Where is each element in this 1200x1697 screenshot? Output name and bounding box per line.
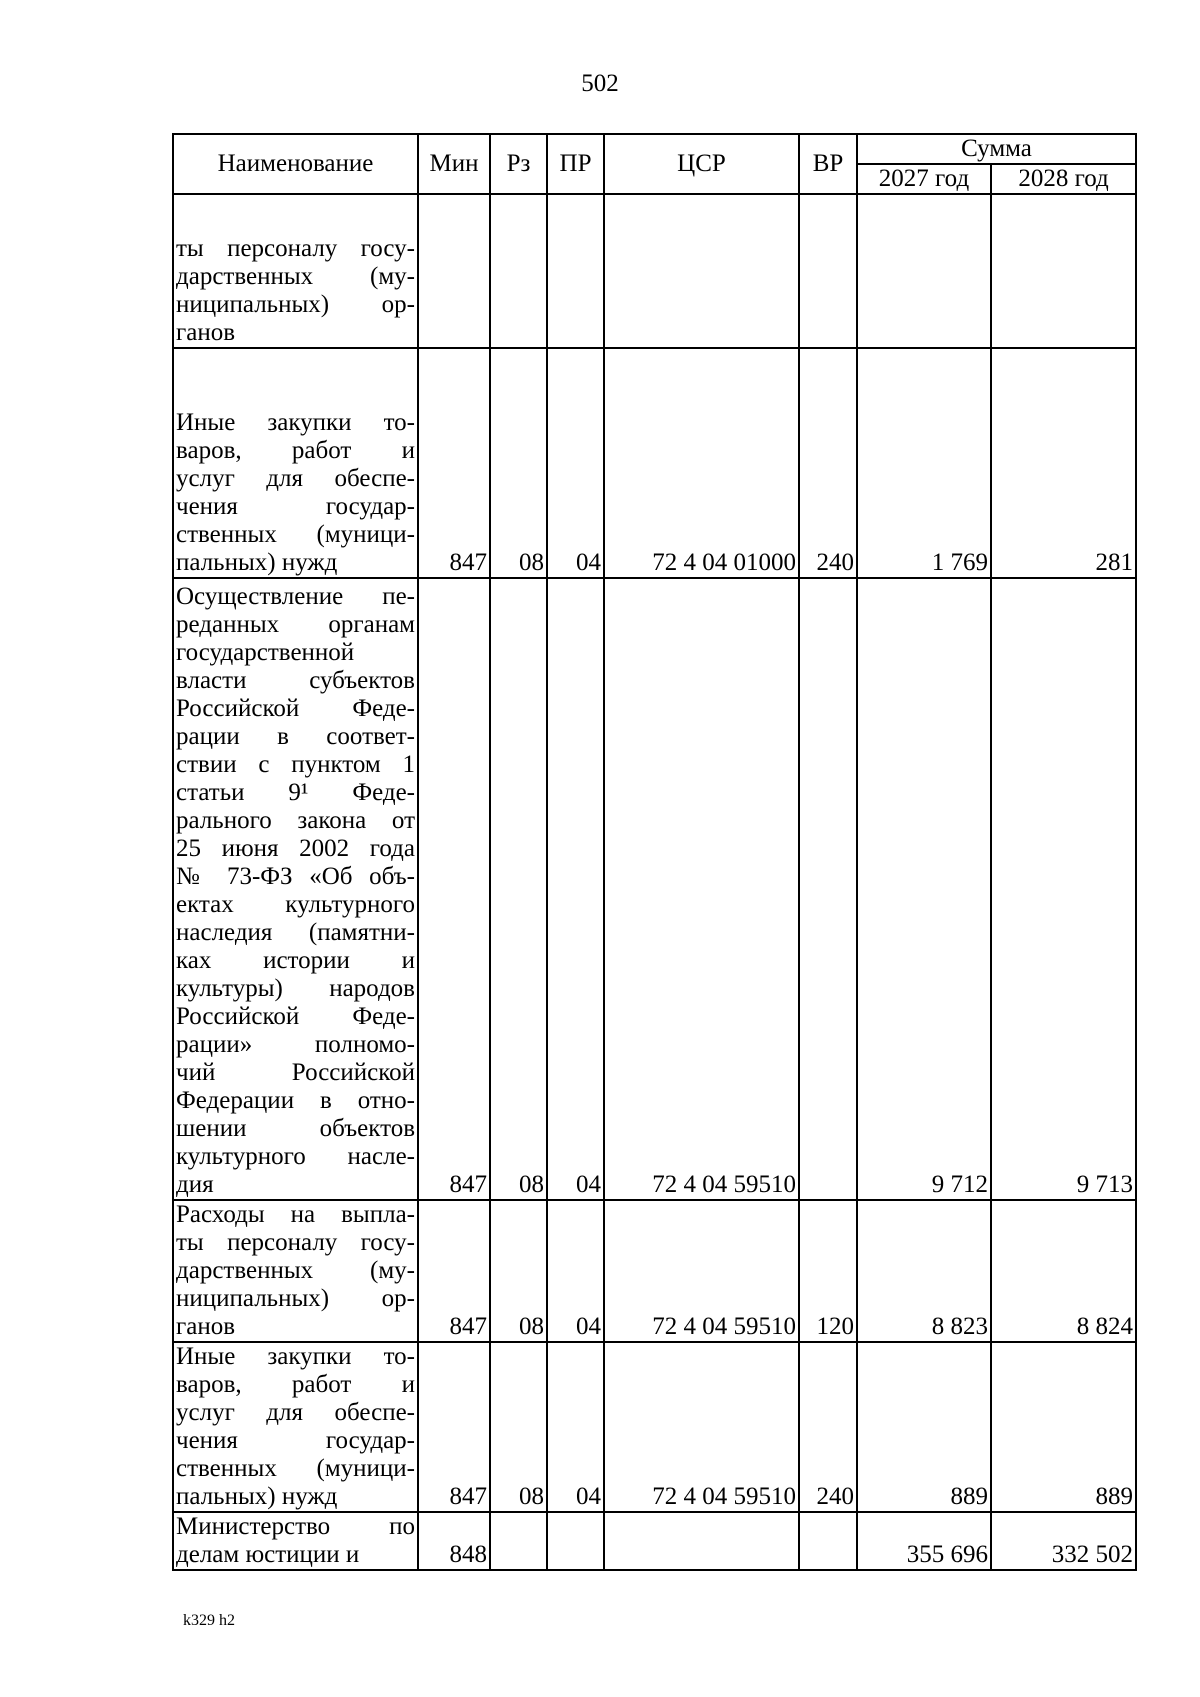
row-min: 847 xyxy=(418,1342,490,1512)
row-name-line: статьи 9¹ Феде- xyxy=(176,779,415,806)
row-name-line: Осуществление пе- xyxy=(176,583,415,610)
row-sum-2028: 281 xyxy=(991,348,1136,578)
row-name-line: чий Российской xyxy=(176,1059,415,1086)
row-name xyxy=(173,1512,418,1570)
row-rz: 08 xyxy=(490,348,547,578)
header-min: Мин xyxy=(418,134,490,194)
header-pr: ПР xyxy=(547,134,604,194)
row-rz: 08 xyxy=(490,578,547,1200)
row-name-line: варов, работ и xyxy=(176,437,415,464)
row-name-line: культуры) народов xyxy=(176,975,415,1002)
row-name-line: дарственных (му- xyxy=(176,1257,415,1284)
row-sum-2027: 8 823 xyxy=(857,1200,991,1342)
row-name-line: наследия (памятни- xyxy=(176,919,415,946)
row-name-line: культурного насле- xyxy=(176,1143,415,1170)
footer-code: k329 h2 xyxy=(183,1612,235,1629)
row-name-line: реданных органам xyxy=(176,611,415,638)
header-csr: ЦСР xyxy=(604,134,799,194)
table-row xyxy=(173,194,1136,348)
row-name-line: 25 июня 2002 года xyxy=(176,835,415,862)
budget-table xyxy=(172,133,1137,1571)
row-pr xyxy=(547,194,604,348)
row-name-line: Российской Феде- xyxy=(176,1003,415,1030)
row-sum-2027: 355 696 xyxy=(857,1512,991,1570)
row-name-line: Расходы на выпла- xyxy=(176,1201,415,1228)
row-name-line: ственных (муници- xyxy=(176,521,415,548)
row-name-line: услуг для обеспе- xyxy=(176,1399,415,1426)
row-sum-2028: 9 713 xyxy=(991,578,1136,1200)
row-rz xyxy=(490,1512,547,1570)
header-name: Наименование xyxy=(173,134,418,194)
row-sum-2027: 889 xyxy=(857,1342,991,1512)
row-name-line: ганов xyxy=(176,1313,236,1340)
row-sum-2028: 332 502 xyxy=(991,1512,1136,1570)
row-name xyxy=(173,1342,418,1512)
row-pr xyxy=(547,1512,604,1570)
table-row xyxy=(173,1200,1136,1342)
row-name-line: ственных (муници- xyxy=(176,1455,415,1482)
row-pr: 04 xyxy=(547,1342,604,1512)
row-pr: 04 xyxy=(547,348,604,578)
row-name-line: ты персоналу госу- xyxy=(176,1229,415,1256)
row-min: 847 xyxy=(418,1200,490,1342)
row-name-line: ты персоналу госу- xyxy=(176,235,415,262)
header-rz: Рз xyxy=(490,134,547,194)
row-csr xyxy=(604,1512,799,1570)
table-row xyxy=(173,578,1136,1200)
row-vr xyxy=(799,1512,857,1570)
row-min: 847 xyxy=(418,578,490,1200)
table-row xyxy=(173,1342,1136,1512)
header-year-2028: 2028 год xyxy=(991,164,1136,194)
row-min xyxy=(418,194,490,348)
row-name-line: ектах культурного xyxy=(176,891,415,918)
row-name-line: рального закона от xyxy=(176,807,415,834)
row-sum-2027 xyxy=(857,194,991,348)
row-min: 847 xyxy=(418,348,490,578)
row-name-line: пальных) нужд xyxy=(176,549,338,576)
table-row xyxy=(173,348,1136,578)
row-name-line: Министерство по xyxy=(176,1513,415,1540)
row-name-line: услуг для обеспе- xyxy=(176,465,415,492)
row-rz xyxy=(490,194,547,348)
row-vr: 240 xyxy=(799,1342,857,1512)
header-year-2027: 2027 год xyxy=(857,164,991,194)
row-name-line: Иные закупки то- xyxy=(176,1343,415,1370)
row-name-line: шении объектов xyxy=(176,1115,415,1142)
row-name-line: делам юстиции и xyxy=(176,1541,360,1568)
row-name-line: Российской Феде- xyxy=(176,695,415,722)
row-rz: 08 xyxy=(490,1342,547,1512)
row-csr: 72 4 04 59510 xyxy=(604,578,799,1200)
row-sum-2027: 1 769 xyxy=(857,348,991,578)
row-sum-2028: 889 xyxy=(991,1342,1136,1512)
table-body xyxy=(173,194,1136,1570)
header-vr: ВР xyxy=(799,134,857,194)
row-vr xyxy=(799,578,857,1200)
row-min: 848 xyxy=(418,1512,490,1570)
row-name-line: ствии с пунктом 1 xyxy=(176,751,415,778)
row-pr: 04 xyxy=(547,578,604,1200)
row-name-line: Иные закупки то- xyxy=(176,409,415,436)
row-name xyxy=(173,1200,418,1342)
row-name-line: пальных) нужд xyxy=(176,1483,338,1510)
header-sum: Сумма xyxy=(857,134,1136,164)
row-vr xyxy=(799,194,857,348)
row-csr: 72 4 04 59510 xyxy=(604,1342,799,1512)
row-name-line: ниципальных) ор- xyxy=(176,1285,415,1312)
row-name-line: чения государ- xyxy=(176,1427,415,1454)
row-name-line: ганов xyxy=(176,319,236,346)
row-sum-2028: 8 824 xyxy=(991,1200,1136,1342)
row-name-line: рации в соответ- xyxy=(176,723,415,750)
row-csr: 72 4 04 01000 xyxy=(604,348,799,578)
row-sum-2027: 9 712 xyxy=(857,578,991,1200)
row-name-line: ках истории и xyxy=(176,947,415,974)
row-name-line: № 73-ФЗ «Об объ- xyxy=(176,863,415,890)
row-name-line: дия xyxy=(176,1171,214,1198)
row-name xyxy=(173,194,418,348)
row-sum-2028 xyxy=(991,194,1136,348)
row-csr: 72 4 04 59510 xyxy=(604,1200,799,1342)
row-name-line: дарственных (му- xyxy=(176,263,415,290)
row-name-line: рации» полномо- xyxy=(176,1031,415,1058)
row-name-line: государственной xyxy=(176,639,355,666)
row-name-line: Федерации в отно- xyxy=(176,1087,415,1114)
row-name-line: власти субъектов xyxy=(176,667,415,694)
row-vr: 240 xyxy=(799,348,857,578)
table-row xyxy=(173,1512,1136,1570)
row-name xyxy=(173,348,418,578)
row-name-line: ниципальных) ор- xyxy=(176,291,415,318)
row-name xyxy=(173,578,418,1200)
row-rz: 08 xyxy=(490,1200,547,1342)
row-vr: 120 xyxy=(799,1200,857,1342)
row-csr xyxy=(604,194,799,348)
row-pr: 04 xyxy=(547,1200,604,1342)
row-name-line: варов, работ и xyxy=(176,1371,415,1398)
row-name-line: чения государ- xyxy=(176,493,415,520)
page-number: 502 xyxy=(581,70,619,97)
